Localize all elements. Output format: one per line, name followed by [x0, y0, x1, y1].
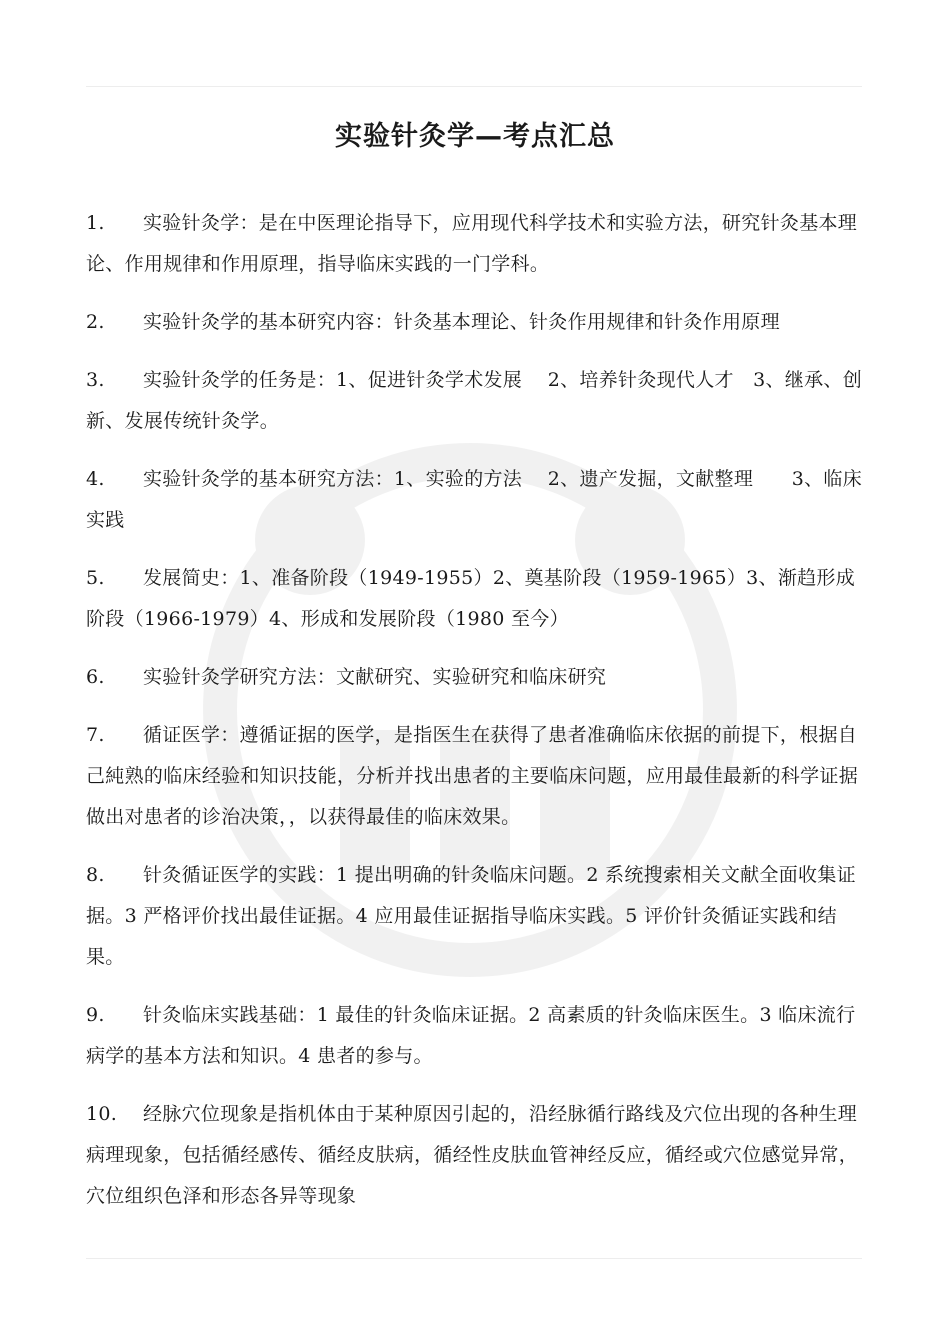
item-number: 1.: [86, 212, 105, 234]
item-text: 针灸循证医学的实践：1 提出明确的针灸临床问题。2 系统搜索相关文献全面收集证据。3 严格评价找出最佳证据。4 应用最佳证据指导临床实践。5 评价针灸循证实践和结果。: [86, 864, 856, 968]
item-number: 2.: [86, 311, 105, 333]
list-item: [86, 558, 866, 640]
list-item: [86, 459, 866, 541]
item-text: 实验针灸学的基本研究方法：1、实验的方法 2、遗产发掘，文献整理 3、临床实践: [86, 468, 863, 531]
item-number: 3.: [86, 369, 105, 391]
document-body: [86, 203, 866, 1234]
item-text: 实验针灸学研究方法：文献研究、实验研究和临床研究: [143, 666, 607, 688]
item-text: 实验针灸学的基本研究内容：针灸基本理论、针灸作用规律和针灸作用原理: [143, 311, 780, 333]
top-divider: [86, 86, 862, 87]
item-number: 9.: [86, 1004, 105, 1026]
item-text: 循证医学：遵循证据的医学，是指医生在获得了患者准确临床依据的前提下，根据自己純熟的临床经验和知识技能，分析并找出患者的主要临床问题，应用最佳最新的科学证据做出对患者的诊治决策，，以获得最佳的临床效果。: [86, 724, 859, 828]
bottom-divider: [86, 1258, 862, 1259]
item-number: 8.: [86, 864, 105, 886]
list-item: [86, 715, 866, 838]
list-item: [86, 657, 866, 698]
list-item: [86, 203, 866, 285]
list-item: [86, 1094, 866, 1217]
item-text: 发展简史：1、准备阶段（1949-1955）2、奠基阶段（1959-1965）3、渐趋形成阶段（1966-1979）4、形成和发展阶段（1980 至今）: [86, 567, 856, 630]
item-text: 实验针灸学的任务是：1、促进针灸学术发展 2、培养针灸现代人才 3、继承、创新、发展传统针灸学。: [86, 369, 863, 432]
item-number: 4.: [86, 468, 105, 490]
list-item: [86, 302, 866, 343]
list-item: [86, 995, 866, 1077]
item-text: 实验针灸学：是在中医理论指导下，应用现代科学技术和实验方法，研究针灸基本理论、作用规律和作用原理，指导临床实践的一门学科。: [86, 212, 858, 275]
item-number: 6.: [86, 666, 105, 688]
item-number: 5.: [86, 567, 105, 589]
item-text: 经脉穴位现象是指机体由于某种原因引起的，沿经脉循行路线及穴位出现的各种生理病理现象，包括循经感传、循经皮肤病，循经性皮肤血管神经反应，循经或穴位感觉异常，穴位组织色泽和形态各异等现象: [86, 1103, 859, 1207]
page-title: 实验针灸学—考点汇总: [335, 121, 615, 152]
item-text: 针灸临床实践基础：1 最佳的针灸临床证据。2 高素质的针灸临床医生。3 临床流行病学的基本方法和知识。4 患者的参与。: [86, 1004, 856, 1067]
item-number: 7.: [86, 724, 105, 746]
item-number: 10.: [86, 1103, 118, 1125]
list-item: [86, 360, 866, 442]
list-item: [86, 855, 866, 978]
